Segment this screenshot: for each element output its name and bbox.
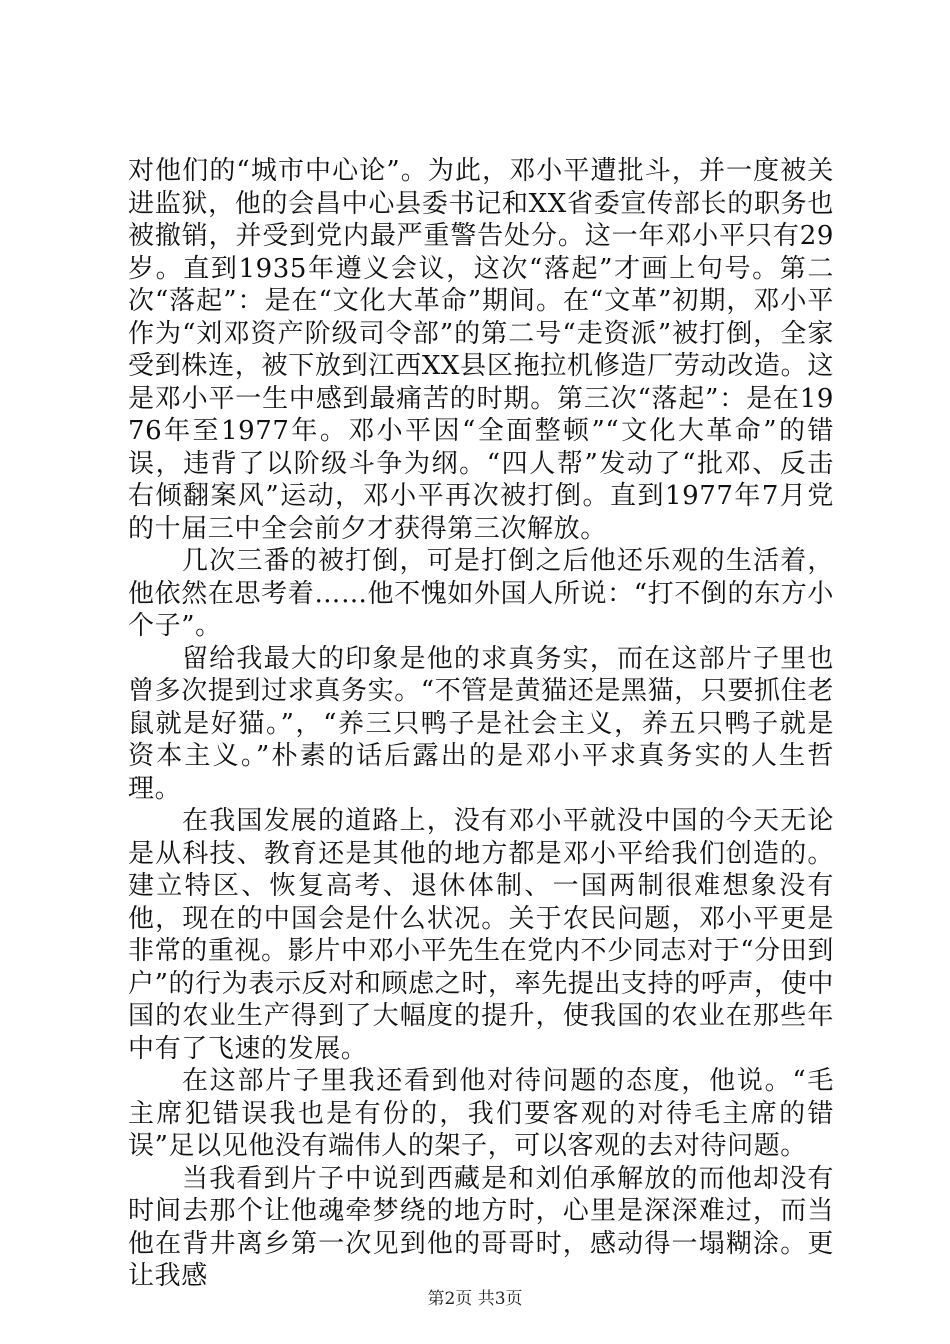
paragraph-4: 在我国发展的道路上，没有邓小平就没中国的今天无论是从科技、教育还是其他的地方都是邓小平给我们创造的。建立特区、恢复高考、退休体制、一国两制很难想象没有他，现在的中国会是什么状况。关于农民问题，邓小平更是非常的重视。影片中邓小平先生在党内不少同志对于“分田到户”的行为表示反对和顾虑之时，率先提出支持的呼声，使中国的农业生产得到了大幅度的提升，使我国的农业在那些年中有了飞速的发展。 xyxy=(128,806,834,1064)
paragraph-6: 当我看到片子中说到西藏是和刘伯承解放的而他却没有时间去那个让他魂牵梦绕的地方时，心里是深深难过，而当他在背井离乡第一次见到他的哥哥时，感动得一塌糊涂。更让我感 xyxy=(128,1163,834,1291)
paragraph-1: 对他们的“城市中心论”。为此，邓小平遭批斗，并一度被关进监狱，他的会昌中心县委书记和XX省委宣传部长的职务也被撤销，并受到党内最严重警告处分。这一年邓小平只有29岁。直到1935年遵义会议，这次“落起”才画上句号。第二次“落起”：是在“文化大革命”期间。在“文革”初期，邓小平作为“刘邓资产阶级司令部”的第二号“走资派”被打倒，全家受到株连，被下放到江西XX县区拖拉机修造厂劳动改造。这是邓小平一生中感到最痛苦的时期。第三次“落起”：是在1976年至1977年。邓小平因“全面整顿”“文化大革命”的错误，违背了以阶级斗争为纲。“四人帮”发动了“批邓、反击右倾翻案风”运动，邓小平再次被打倒。直到1977年7月党的十届三中全会前夕才获得第三次解放。 xyxy=(128,156,834,544)
paragraph-3: 留给我最大的印象是他的求真务实，而在这部片子里也曾多次提到过求真务实。“不管是黄猫还是黑猫，只要抓住老鼠就是好猫。”，“养三只鸭子是社会主义，养五只鸭子就是资本主义。”朴素的话后露出的是邓小平求真务实的人生哲理。 xyxy=(128,643,834,804)
paragraph-5: 在这部片子里我还看到他对待问题的态度，他说。“毛主席犯错误我也是有份的，我们要客观的对待毛主席的错误”足以见他没有端伟人的架子，可以客观的去对待问题。 xyxy=(128,1066,834,1161)
document-body xyxy=(128,155,834,1293)
paragraph-2: 几次三番的被打倒，可是打倒之后他还乐观的生活着，他依然在思考着……他不愧如外国人所说：“打不倒的东方小个子”。 xyxy=(128,546,834,641)
page-number-footer: 第2页 共3页 xyxy=(427,1289,523,1309)
